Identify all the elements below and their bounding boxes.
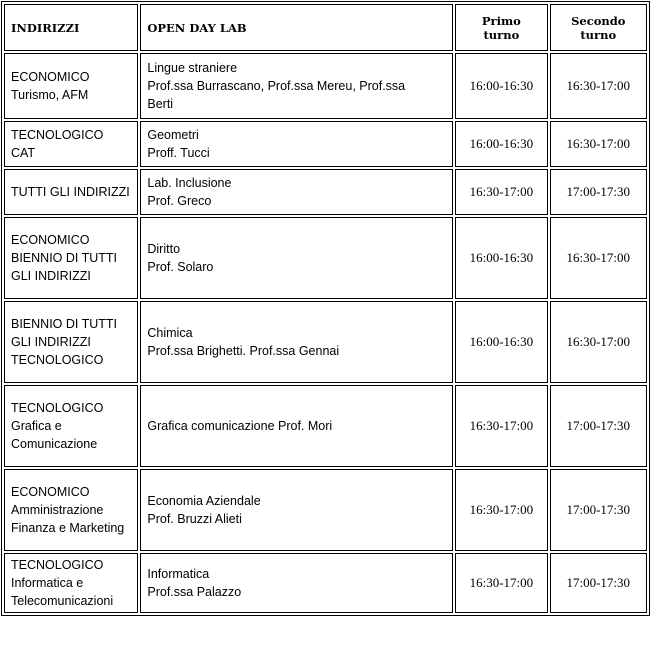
lab-line: Economia Aziendale <box>147 494 261 508</box>
lab-line: Lingue straniere <box>147 61 238 75</box>
primo-turno-cell: 16:30-17:00 <box>455 469 547 551</box>
secondo-turno-cell: 16:30-17:00 <box>550 53 647 119</box>
lab-cell <box>140 553 453 613</box>
secondo-turno-cell: 17:00-17:30 <box>550 169 647 215</box>
indirizzo-cell <box>4 553 138 613</box>
secondo-turno-cell: 17:00-17:30 <box>550 553 647 613</box>
indirizzo-line: Turismo, AFM <box>11 88 89 102</box>
indirizzo-cell <box>4 385 138 467</box>
table-row <box>4 301 647 383</box>
lab-line: Prof. Greco <box>147 194 212 208</box>
lab-cell <box>140 385 453 467</box>
header-primo-line1: Primo <box>481 13 521 28</box>
table-header-row <box>4 4 647 51</box>
lab-line: Lab. Inclusione <box>147 176 232 190</box>
indirizzo-line: TECNOLOGICO <box>11 353 104 367</box>
primo-turno-cell: 16:00-16:30 <box>455 217 547 299</box>
header-indirizzi: INDIRIZZI <box>4 4 138 51</box>
lab-line: Grafica comunicazione Prof. Mori <box>147 419 333 433</box>
header-primo-turno <box>455 4 547 51</box>
table-row <box>4 121 647 167</box>
indirizzo-line: ECONOMICO <box>11 485 90 499</box>
secondo-turno-cell: 17:00-17:30 <box>550 385 647 467</box>
indirizzo-line: GLI INDIRIZZI <box>11 269 91 283</box>
lab-cell <box>140 469 453 551</box>
indirizzo-cell <box>4 121 138 167</box>
lab-line: Chimica <box>147 326 193 340</box>
indirizzo-line: Finanza e Marketing <box>11 521 125 535</box>
primo-turno-cell: 16:00-16:30 <box>455 53 547 119</box>
indirizzo-line: TECNOLOGICO <box>11 401 104 415</box>
lab-cell <box>140 169 453 215</box>
lab-line: Diritto <box>147 242 181 256</box>
lab-line: Prof.ssa Brighetti. Prof.ssa Gennai <box>147 344 340 358</box>
header-secondo-line1: Secondo <box>571 13 626 28</box>
lab-line: Prof. Bruzzi Alieti <box>147 512 242 526</box>
indirizzo-cell <box>4 53 138 119</box>
lab-line: Proff. Tucci <box>147 146 210 160</box>
primo-turno-cell: 16:30-17:00 <box>455 169 547 215</box>
table-row <box>4 469 647 551</box>
lab-line: Prof. Solaro <box>147 260 214 274</box>
indirizzo-line: TUTTI GLI INDIRIZZI <box>11 185 130 199</box>
table-row <box>4 217 647 299</box>
lab-cell <box>140 217 453 299</box>
indirizzo-line: BIENNIO DI TUTTI <box>11 317 118 331</box>
primo-turno-cell: 16:30-17:00 <box>455 553 547 613</box>
indirizzo-line: BIENNIO DI TUTTI <box>11 251 118 265</box>
indirizzo-line: TECNOLOGICO <box>11 558 104 572</box>
header-primo-line2: turno <box>483 27 520 42</box>
header-open-day-lab: OPEN DAY LAB <box>140 4 453 51</box>
indirizzo-line: Telecomunicazioni <box>11 594 114 608</box>
primo-turno-cell: 16:00-16:30 <box>455 301 547 383</box>
secondo-turno-cell: 16:30-17:00 <box>550 217 647 299</box>
indirizzo-line: Comunicazione <box>11 437 98 451</box>
lab-line: Berti <box>147 97 174 111</box>
open-day-schedule-table <box>1 1 650 616</box>
primo-turno-cell: 16:30-17:00 <box>455 385 547 467</box>
lab-line: Prof.ssa Palazzo <box>147 585 242 599</box>
primo-turno-cell: 16:00-16:30 <box>455 121 547 167</box>
indirizzo-line: CAT <box>11 146 36 160</box>
lab-line: Prof.ssa Burrascano, Prof.ssa Mereu, Prof.ssa <box>147 79 406 93</box>
indirizzo-cell <box>4 469 138 551</box>
indirizzo-cell <box>4 301 138 383</box>
indirizzo-line: TECNOLOGICO <box>11 128 104 142</box>
secondo-turno-cell: 17:00-17:30 <box>550 469 647 551</box>
secondo-turno-cell: 16:30-17:00 <box>550 301 647 383</box>
table-row <box>4 53 647 119</box>
table-row <box>4 385 647 467</box>
table-row <box>4 169 647 215</box>
lab-cell <box>140 53 453 119</box>
indirizzo-line: ECONOMICO <box>11 233 90 247</box>
indirizzo-cell <box>4 217 138 299</box>
indirizzo-line: Amministrazione <box>11 503 104 517</box>
table-row <box>4 553 647 613</box>
indirizzo-line: Informatica e <box>11 576 84 590</box>
indirizzo-cell <box>4 169 138 215</box>
lab-cell <box>140 301 453 383</box>
lab-line: Informatica <box>147 567 210 581</box>
indirizzo-line: ECONOMICO <box>11 70 90 84</box>
indirizzo-line: GLI INDIRIZZI <box>11 335 91 349</box>
header-secondo-line2: turno <box>580 27 617 42</box>
lab-cell <box>140 121 453 167</box>
lab-line: Geometri <box>147 128 199 142</box>
header-secondo-turno <box>550 4 647 51</box>
indirizzo-line: Grafica e <box>11 419 62 433</box>
secondo-turno-cell: 16:30-17:00 <box>550 121 647 167</box>
